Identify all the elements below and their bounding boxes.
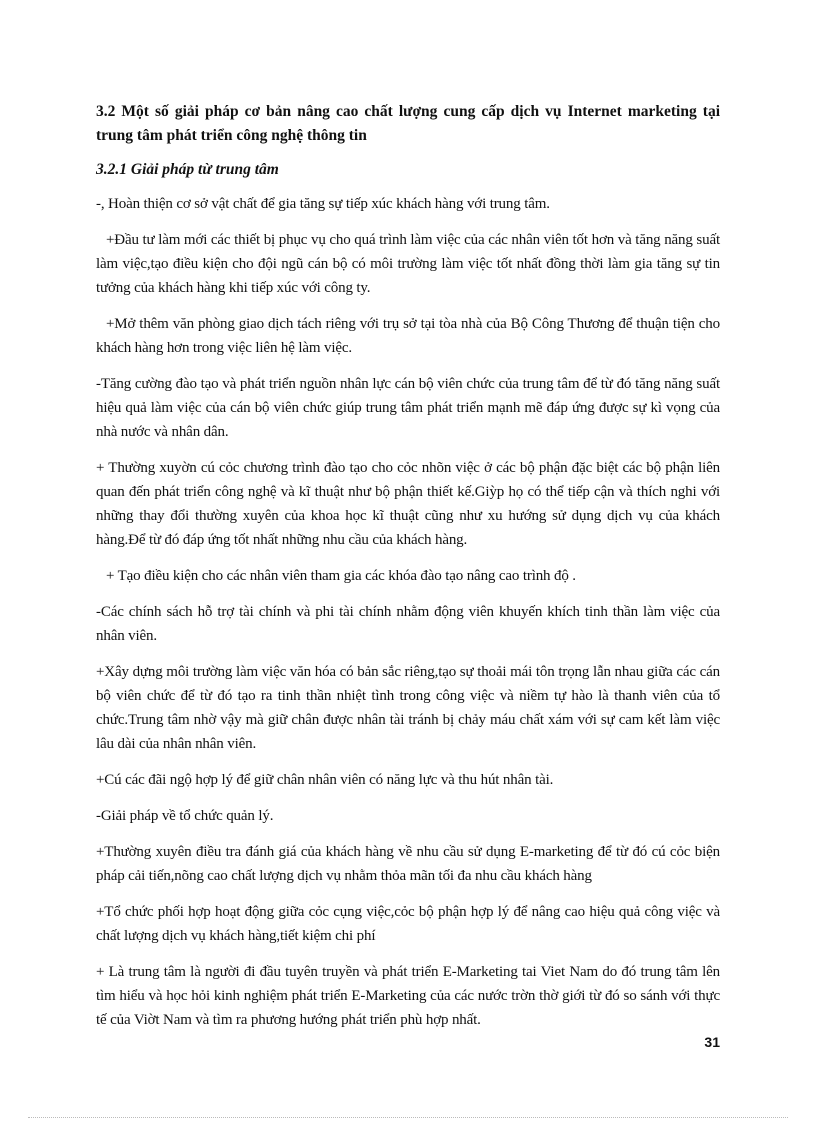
subsection-heading: 3.2.1 Giải pháp từ trung tâm [96, 161, 279, 178]
paragraph: +Thường xuyên điều tra đánh giá của khách hàng về nhu cầu sử dụng E-marketing để từ đó cú cỏc biện pháp cải tiến,nõng cao chất lượng dịch vụ nhằm thỏa mãn tối đa nhu cầu khách hàng [96, 844, 720, 884]
section-heading: 3.2 Một số giải pháp cơ bản nâng cao chất lượng cung cấp dịch vụ Internet marketing tại trung tâm phát triển công nghệ thông tin [96, 103, 720, 144]
paragraph: + Tạo điều kiện cho các nhân viên tham gia các khóa đào tạo nâng cao trình độ . [106, 568, 576, 584]
paragraph: +Cú các đãi ngộ hợp lý để giữ chân nhân viên có năng lực và thu hút nhân tài. [96, 772, 554, 788]
paragraph: + Thường xuyờn cú cỏc chương trình đào tạo cho cỏc nhõn việc ở các bộ phận đặc biệt các bộ phận liên quan đến phát triển công nghệ và kĩ thuật như bộ phận thiết kế.Giỳp họ có thể tiếp cận và thích nghi với những thay đổi thường xuyên của khoa học kĩ thuật cũng như xu hướng sử dụng dịch vụ của khách hàng.Để từ đó đáp ứng tốt nhất những nhu cầu của khách hàng. [96, 460, 720, 548]
page-number: 31 [704, 1034, 720, 1050]
paragraph: -Giải pháp về tổ chức quản lý. [96, 808, 274, 824]
paragraph: +Tổ chức phối hợp hoạt động giữa cỏc cụng việc,cỏc bộ phận hợp lý để nâng cao hiệu quả công việc và chất lượng dịch vụ khách hàng,tiết kiệm chi phí [96, 904, 720, 944]
paragraph: +Mở thêm văn phòng giao dịch tách riêng với trụ sở tại tòa nhà của Bộ Công Thương để thuận tiện cho khách hàng hơn trong việc liên hệ làm việc. [96, 316, 720, 356]
paragraph: +Xây dựng môi trường làm việc văn hóa có bản sắc riêng,tạo sự thoải mái tôn trọng lẫn nhau giữa các cán bộ viên chức để từ đó tạo ra tinh thần nhiệt tình trong công việc và niềm tự hào là thanh viên của tổ chức.Trung tâm nhờ vậy mà giữ chân được nhân tài tránh bị chảy máu chất xám với sự cam kết làm việc lâu dài của nhân nhân viên. [96, 664, 720, 752]
paragraph: + Là trung tâm là người đi đầu tuyên truyền và phát triển E-Marketing tai Viet Nam do đó trung tâm lên tìm hiểu và học hỏi kinh nghiệm phát triển E-Marketing của các nước trờn thờ giới từ đó so sánh với thực tế của Viờt Nam và tìm ra phương hướng phát triển phù hợp nhất. [96, 964, 720, 1028]
page-content [96, 100, 720, 1044]
paragraph: -Tăng cường đào tạo và phát triển nguồn nhân lực cán bộ viên chức của trung tâm để từ đó tăng năng suất hiệu quả làm việc của cán bộ viên chức giúp trung tâm phát triển mạnh mẽ đáp ứng được sự kì vọng của nhà nước và nhân dân. [96, 376, 720, 440]
paragraph: -Các chính sách hỗ trợ tài chính và phi tài chính nhằm động viên khuyến khích tinh thần làm việc của nhân viên. [96, 604, 720, 644]
paragraph: +Đầu tư làm mới các thiết bị phục vụ cho quá trình làm việc của các nhân viên tốt hơn và tăng năng suất làm việc,tạo điều kiện cho đội ngũ cán bộ có môi trường làm việc tốt nhất đồng thời làm gia tăng sự tin tưởng của khách hàng khi tiếp xúc với công ty. [96, 232, 720, 296]
paragraph: -, Hoàn thiện cơ sở vật chất để gia tăng sự tiếp xúc khách hàng với trung tâm. [96, 196, 550, 212]
page-bottom-divider [28, 1117, 788, 1118]
